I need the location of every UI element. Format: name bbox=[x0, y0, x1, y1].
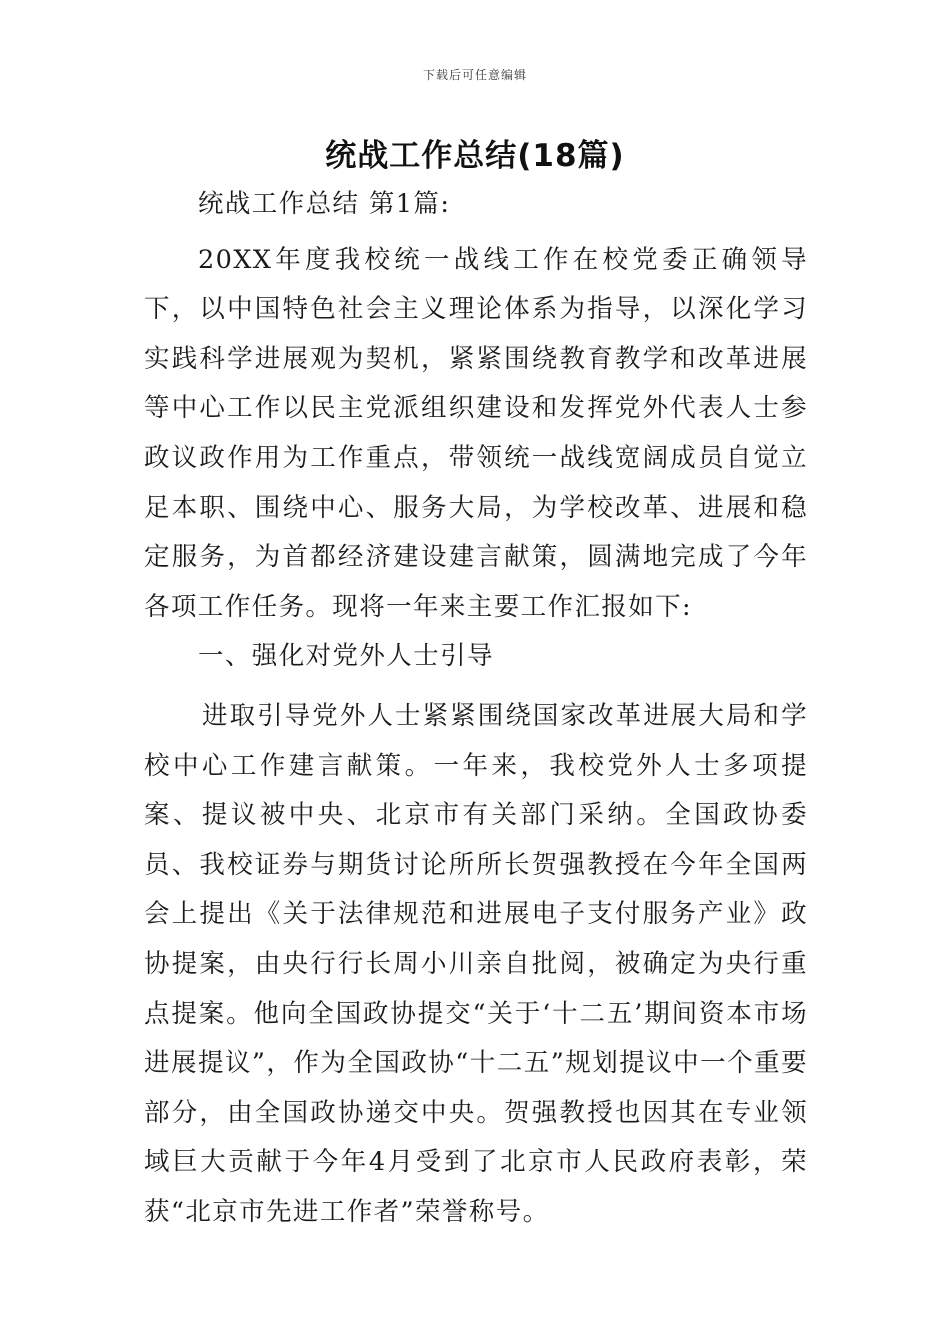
document-title: 统战工作总结(18篇) bbox=[325, 138, 625, 174]
document-body bbox=[144, 180, 808, 1237]
section-body-paragraph: 进取引导党外人士紧紧围绕国家改革进展大局和学校中心工作建言献策。一年来，我校党外人士多项提案、提议被中央、北京市有关部门采纳。全国政协委员、我校证券与期货讨论所所长贺强教授在今年全国两会上提出《关于法律规范和进展电子支付服务产业》政协提案，由央行行长周小川亲自批阅，被确定为央行重点提案。他向全国政协提交“关于‘十二五’期间资本市场进展提议”，作为全国政协“十二五”规划提议中一个重要部分，由全国政协递交中央。贺强教授也因其在专业领域巨大贡献于今年4月受到了北京市人民政府表彰，荣获“北京市先进工作者”荣誉称号。 bbox=[144, 700, 808, 1227]
intro-paragraph: 20XX年度我校统一战线工作在校党委正确领导下，以中国特色社会主义理论体系为指导，以深化学习实践科学进展观为契机，紧紧围绕教育教学和改革进展等中心工作以民主党派组织建设和发挥党外代表人士参政议政作用为工作重点，带领统一战线宽阔成员自觉立足本职、围绕中心、服务大局，为学校改革、进展和稳定服务，为首都经济建设建言献策，圆满地完成了今年各项工作任务。现将一年来主要工作汇报如下: bbox=[144, 244, 808, 622]
header-note: 下载后可任意编辑 bbox=[422, 68, 527, 82]
document-subtitle: 统战工作总结 第1篇: bbox=[198, 189, 451, 219]
section-heading: 一、强化对党外人士引导 bbox=[198, 641, 494, 672]
